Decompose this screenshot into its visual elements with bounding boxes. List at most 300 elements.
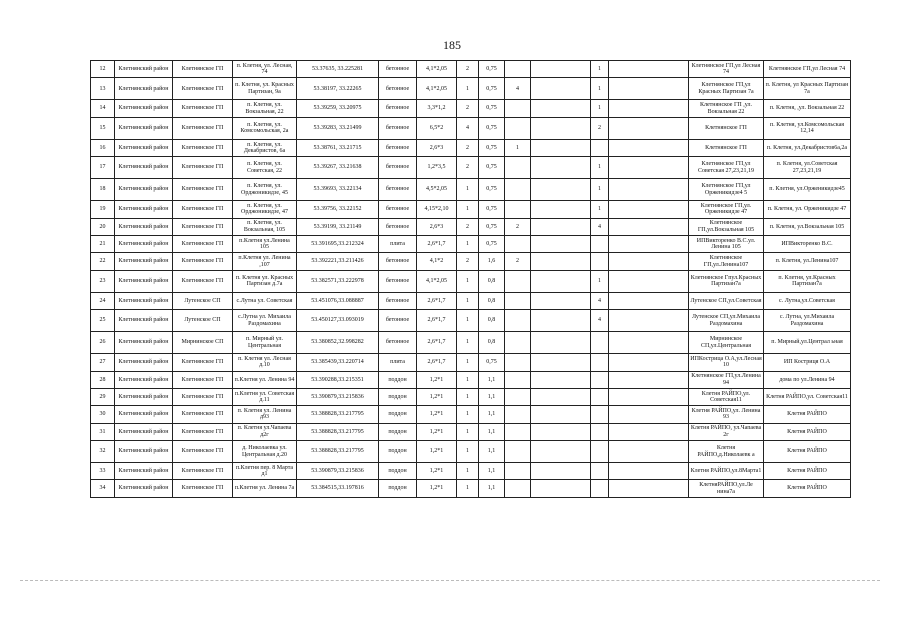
cell-owner: Клетнянское ГП xyxy=(173,441,233,463)
cell-area-size: 2,6*1,7 xyxy=(417,332,457,354)
cell-container-count: 1 xyxy=(457,292,479,309)
cell-surface-type: бетонное xyxy=(379,253,417,270)
cell-surface-type: поддон xyxy=(379,423,417,440)
cell-coordinates: 53.388828,33.217795 xyxy=(297,441,379,463)
cell-area-size: 6,5*2 xyxy=(417,117,457,139)
cell-container-count: 1 xyxy=(457,78,479,100)
cell-container-count: 1 xyxy=(457,480,479,497)
cell-row-number: 32 xyxy=(91,441,115,463)
cell-planned-count xyxy=(505,61,531,78)
cell-district: Клетнянский район xyxy=(115,423,173,440)
cell-empty xyxy=(609,61,689,78)
cell-row-number: 21 xyxy=(91,235,115,252)
cell-coordinates: 53.388828,33.217795 xyxy=(297,423,379,440)
cell-surface-type: поддон xyxy=(379,388,417,405)
cell-planned-count: 2 xyxy=(505,253,531,270)
cell-coordinates: 53.390879,33.215836 xyxy=(297,388,379,405)
cell-bin-count: 4 xyxy=(591,292,609,309)
cell-waste-generator: Лутенское СП,ул.Михаила Раздомахина xyxy=(689,310,764,332)
cell-bin-count xyxy=(591,354,609,371)
cell-empty xyxy=(609,371,689,388)
cell-container-volume: 0,8 xyxy=(479,332,505,354)
cell-waste-generator: Лутенское СП,ул.Советская xyxy=(689,292,764,309)
cell-container-volume: 1,1 xyxy=(479,441,505,463)
table-row xyxy=(91,463,851,480)
cell-empty xyxy=(609,406,689,423)
cell-empty xyxy=(609,423,689,440)
cell-container-volume: 0,75 xyxy=(479,201,505,218)
cell-address: п.Клетня ул. Ленина 7а xyxy=(233,480,297,497)
table-row xyxy=(91,270,851,292)
cell-coordinates: 53.39267, 33.21638 xyxy=(297,157,379,179)
cell-coordinates: 53.390879,33.215836 xyxy=(297,463,379,480)
cell-container-count: 1 xyxy=(457,463,479,480)
cell-area-size: 4,1*2,05 xyxy=(417,270,457,292)
cell-coordinates: 53.392221,33.211426 xyxy=(297,253,379,270)
table-row xyxy=(91,310,851,332)
cell-district: Клетнянский район xyxy=(115,78,173,100)
cell-district: Клетнянский район xyxy=(115,441,173,463)
cell-empty xyxy=(609,463,689,480)
cell-empty xyxy=(531,441,591,463)
cell-owner: Клетнянское ГП xyxy=(173,157,233,179)
cell-row-number: 24 xyxy=(91,292,115,309)
cell-waste-generator: Клетня РАЙПО,ул.8Марта1 xyxy=(689,463,764,480)
cell-address: п.Клетня ул. Ленина 94 xyxy=(233,371,297,388)
cell-address: п.Клетня ул. Ленина ,107 xyxy=(233,253,297,270)
cell-row-number: 25 xyxy=(91,310,115,332)
cell-planned-count xyxy=(505,179,531,201)
cell-coordinates: 53.39756, 33.22152 xyxy=(297,201,379,218)
cell-address: п.Клетня ул.Ленина 105 xyxy=(233,235,297,252)
cell-owner: Клетнянское ГП xyxy=(173,61,233,78)
cell-planned-count xyxy=(505,117,531,139)
cell-surface-type: бетонное xyxy=(379,78,417,100)
cell-planned-count xyxy=(505,332,531,354)
cell-area-size: 1,2*1 xyxy=(417,480,457,497)
cell-row-number: 29 xyxy=(91,388,115,405)
cell-container-count: 1 xyxy=(457,332,479,354)
cell-district: Клетнянский район xyxy=(115,463,173,480)
cell-container-volume: 0,75 xyxy=(479,235,505,252)
cell-container-volume: 0,75 xyxy=(479,78,505,100)
cell-coordinates: 53.451076,33.088887 xyxy=(297,292,379,309)
cell-source-objects: п. Клетня, ул.Советская 27,23,21,19 xyxy=(764,157,851,179)
cell-source-objects: с. Лутна, ул.Михаила Раздомахина xyxy=(764,310,851,332)
cell-area-size: 2,6*1,7 xyxy=(417,310,457,332)
cell-district: Клетнянский район xyxy=(115,157,173,179)
cell-bin-count: 1 xyxy=(591,157,609,179)
cell-address: п. Клетня ул.Чапаева д2г xyxy=(233,423,297,440)
cell-waste-generator: Клетнянское ГП xyxy=(689,139,764,156)
cell-surface-type: поддон xyxy=(379,463,417,480)
cell-district: Клетнянский район xyxy=(115,480,173,497)
cell-source-objects: Клетня РАЙПО xyxy=(764,406,851,423)
cell-waste-generator: Клетнянское ГП,ул Орженикидзе4 5 xyxy=(689,179,764,201)
cell-owner: Клетнянское ГП xyxy=(173,371,233,388)
cell-bin-count: 1 xyxy=(591,100,609,117)
cell-row-number: 33 xyxy=(91,463,115,480)
cell-container-volume: 0,75 xyxy=(479,218,505,235)
scan-edge-line xyxy=(20,580,880,581)
cell-source-objects: п. Мирный,ул.Централ ьная xyxy=(764,332,851,354)
cell-empty xyxy=(609,441,689,463)
cell-empty xyxy=(609,310,689,332)
cell-planned-count xyxy=(505,354,531,371)
table-row xyxy=(91,117,851,139)
cell-source-objects: п. Клетня, ул Красных Партизан 7а xyxy=(764,78,851,100)
cell-area-size: 4,1*2,05 xyxy=(417,61,457,78)
cell-waste-generator: Клетнянское ГП ,ул. Вокзальная 22 xyxy=(689,100,764,117)
cell-source-objects: п. Клетня, ,ул. Вокзальная 22 xyxy=(764,100,851,117)
table-row xyxy=(91,139,851,156)
cell-owner: Клетнянское ГП xyxy=(173,78,233,100)
cell-surface-type: плита xyxy=(379,235,417,252)
cell-coordinates: 53.39693, 33.22134 xyxy=(297,179,379,201)
cell-container-volume: 0,8 xyxy=(479,292,505,309)
cell-container-count: 1 xyxy=(457,423,479,440)
cell-container-volume: 1,1 xyxy=(479,371,505,388)
cell-row-number: 12 xyxy=(91,61,115,78)
cell-row-number: 18 xyxy=(91,179,115,201)
cell-area-size: 1,2*1 xyxy=(417,463,457,480)
table-row xyxy=(91,423,851,440)
table-row xyxy=(91,100,851,117)
cell-address: п.Клетня пер. 8 Марта д1 xyxy=(233,463,297,480)
cell-district: Клетнянский район xyxy=(115,61,173,78)
cell-coordinates: 53.38197, 33.22265 xyxy=(297,78,379,100)
waste-sites-table xyxy=(90,60,851,498)
cell-container-volume: 0,75 xyxy=(479,354,505,371)
cell-surface-type: бетонное xyxy=(379,332,417,354)
cell-container-volume: 0,75 xyxy=(479,139,505,156)
cell-row-number: 22 xyxy=(91,253,115,270)
cell-surface-type: бетонное xyxy=(379,117,417,139)
cell-owner: Клетнянское ГП xyxy=(173,201,233,218)
cell-bin-count: 4 xyxy=(591,310,609,332)
cell-container-volume: 1,6 xyxy=(479,253,505,270)
cell-planned-count xyxy=(505,480,531,497)
cell-source-objects: п. Клетня, ул.Орженикидзе45 xyxy=(764,179,851,201)
cell-row-number: 28 xyxy=(91,371,115,388)
cell-source-objects: Клетня РАЙПО xyxy=(764,480,851,497)
cell-empty xyxy=(609,117,689,139)
cell-source-objects: Клетнянское ГП,ул Лесная 74 xyxy=(764,61,851,78)
cell-area-size: 4,5*2,05 xyxy=(417,179,457,201)
table-row xyxy=(91,157,851,179)
cell-area-size: 4,1*2 xyxy=(417,253,457,270)
cell-empty xyxy=(609,201,689,218)
cell-container-volume: 1,1 xyxy=(479,388,505,405)
cell-container-count: 2 xyxy=(457,61,479,78)
cell-empty xyxy=(531,218,591,235)
cell-surface-type: бетонное xyxy=(379,139,417,156)
cell-owner: Клетнянское ГП xyxy=(173,179,233,201)
cell-surface-type: бетонное xyxy=(379,310,417,332)
cell-empty xyxy=(609,235,689,252)
cell-bin-count xyxy=(591,406,609,423)
cell-area-size: 2,6*1,7 xyxy=(417,354,457,371)
cell-coordinates: 53.450127,33.093019 xyxy=(297,310,379,332)
cell-owner: Клетнянское ГП xyxy=(173,253,233,270)
cell-area-size: 2,6*1,7 xyxy=(417,292,457,309)
cell-container-count: 1 xyxy=(457,270,479,292)
cell-source-objects: п. Клетня, ул.Вокзальная 105 xyxy=(764,218,851,235)
cell-container-count: 1 xyxy=(457,388,479,405)
cell-owner: Клетнянское ГП xyxy=(173,218,233,235)
cell-bin-count xyxy=(591,253,609,270)
cell-address: п. Клетня, ул. Орджоникидзе, 45 xyxy=(233,179,297,201)
cell-empty xyxy=(531,117,591,139)
cell-owner: Клетнянское ГП xyxy=(173,354,233,371)
cell-row-number: 20 xyxy=(91,218,115,235)
cell-empty xyxy=(531,480,591,497)
cell-bin-count: 1 xyxy=(591,78,609,100)
cell-empty xyxy=(609,179,689,201)
cell-bin-count xyxy=(591,332,609,354)
cell-owner: Клетнянское ГП xyxy=(173,139,233,156)
cell-address: п. Клетня, ул. Орджоникидзе, 47 xyxy=(233,201,297,218)
cell-area-size: 2,6*3 xyxy=(417,218,457,235)
cell-waste-generator: Клетня РАЙПО,ул. Ленина 93 xyxy=(689,406,764,423)
cell-empty xyxy=(609,388,689,405)
cell-planned-count xyxy=(505,423,531,440)
cell-container-count: 1 xyxy=(457,201,479,218)
cell-empty xyxy=(609,218,689,235)
cell-district: Клетнянский район xyxy=(115,218,173,235)
cell-source-objects: п. Клетня, ул.Комсомольская 12,14 xyxy=(764,117,851,139)
cell-owner: Лутенское СП xyxy=(173,292,233,309)
cell-district: Клетнянский район xyxy=(115,406,173,423)
cell-empty xyxy=(531,253,591,270)
cell-owner: Клетнянское ГП xyxy=(173,235,233,252)
cell-surface-type: бетонное xyxy=(379,201,417,218)
table-row xyxy=(91,179,851,201)
cell-empty xyxy=(609,253,689,270)
cell-address: п. Клетня, ул. Лесная, 74 xyxy=(233,61,297,78)
cell-district: Клетнянский район xyxy=(115,100,173,117)
table-row xyxy=(91,406,851,423)
cell-owner: Клетнянское ГП xyxy=(173,406,233,423)
cell-row-number: 30 xyxy=(91,406,115,423)
cell-planned-count: 4 xyxy=(505,78,531,100)
cell-planned-count xyxy=(505,310,531,332)
cell-source-objects: п. Клетня, ул. Орженикидзе 47 xyxy=(764,201,851,218)
cell-container-volume: 1,1 xyxy=(479,406,505,423)
cell-planned-count xyxy=(505,463,531,480)
cell-empty xyxy=(531,388,591,405)
cell-area-size: 2,6*1,7 xyxy=(417,235,457,252)
cell-address: п. Клетня ул. Ленина д93 xyxy=(233,406,297,423)
cell-bin-count xyxy=(591,235,609,252)
cell-owner: Клетнянское ГП xyxy=(173,100,233,117)
cell-district: Клетнянский район xyxy=(115,388,173,405)
cell-source-objects: с. Лутна,ул.Советская xyxy=(764,292,851,309)
cell-planned-count xyxy=(505,388,531,405)
cell-surface-type: поддон xyxy=(379,480,417,497)
cell-address: п.Клетня ул. Советская д.11 xyxy=(233,388,297,405)
cell-waste-generator: Мирнинское СП,ул.Центральная xyxy=(689,332,764,354)
cell-container-volume: 0,75 xyxy=(479,117,505,139)
table-row xyxy=(91,253,851,270)
cell-district: Клетнянский район xyxy=(115,179,173,201)
cell-surface-type: бетонное xyxy=(379,292,417,309)
cell-bin-count xyxy=(591,139,609,156)
cell-container-count: 2 xyxy=(457,157,479,179)
cell-source-objects: Клетня РАЙПО xyxy=(764,441,851,463)
cell-bin-count: 1 xyxy=(591,61,609,78)
cell-empty xyxy=(531,179,591,201)
cell-container-volume: 0,75 xyxy=(479,61,505,78)
table-row xyxy=(91,78,851,100)
cell-planned-count xyxy=(505,441,531,463)
table-row xyxy=(91,235,851,252)
cell-address: п. Клетня, ул. Красных Партизан, 9а xyxy=(233,78,297,100)
cell-coordinates: 53.37635, 33.225281 xyxy=(297,61,379,78)
cell-owner: Клетнянское ГП xyxy=(173,463,233,480)
cell-empty xyxy=(531,332,591,354)
cell-waste-generator: Клетнянское Гпул.Красных Партизан7а xyxy=(689,270,764,292)
cell-district: Клетнянский район xyxy=(115,270,173,292)
cell-source-objects: дома по ул.Ленина 94 xyxy=(764,371,851,388)
cell-district: Клетнянский район xyxy=(115,117,173,139)
cell-area-size: 1,2*1 xyxy=(417,423,457,440)
cell-source-objects: п. Клетня, ул.Декабристов6а,2а xyxy=(764,139,851,156)
cell-surface-type: бетонное xyxy=(379,179,417,201)
cell-container-count: 1 xyxy=(457,310,479,332)
cell-area-size: 3,3*1,2 xyxy=(417,100,457,117)
cell-address: с.Лутна ул. Михаила Раздомахина xyxy=(233,310,297,332)
cell-waste-generator: Клетнянское ГП,ул Лесная 74 xyxy=(689,61,764,78)
cell-waste-generator: Клетнянское ГП,ул.Ленина 94 xyxy=(689,371,764,388)
cell-container-count: 1 xyxy=(457,406,479,423)
cell-empty xyxy=(531,78,591,100)
cell-empty xyxy=(531,270,591,292)
table-row xyxy=(91,354,851,371)
cell-waste-generator: Клетнянское ГП,ул Красных Партизан 7а xyxy=(689,78,764,100)
cell-address: д. Николаевка ул. Центральная д.20 xyxy=(233,441,297,463)
cell-waste-generator: Клетня РАЙПО,д.Николаевк а xyxy=(689,441,764,463)
cell-address: п. Клетня, ул. Вокзальная, 22 xyxy=(233,100,297,117)
cell-row-number: 27 xyxy=(91,354,115,371)
cell-container-count: 4 xyxy=(457,117,479,139)
cell-waste-generator: Клетнянское ГП,ул.Ленина107 xyxy=(689,253,764,270)
cell-source-objects: п. Клетня, ул.Ленина107 xyxy=(764,253,851,270)
cell-planned-count xyxy=(505,270,531,292)
cell-container-volume: 0,75 xyxy=(479,179,505,201)
cell-coordinates: 53.39199, 33.21149 xyxy=(297,218,379,235)
cell-empty xyxy=(531,292,591,309)
cell-surface-type: бетонное xyxy=(379,61,417,78)
cell-container-count: 1 xyxy=(457,179,479,201)
cell-empty xyxy=(609,157,689,179)
cell-coordinates: 53.388828,33.217795 xyxy=(297,406,379,423)
cell-bin-count xyxy=(591,371,609,388)
cell-empty xyxy=(531,406,591,423)
cell-row-number: 13 xyxy=(91,78,115,100)
cell-waste-generator: Клетня РАЙПО,ул. Советская11 xyxy=(689,388,764,405)
cell-source-objects: Клетня РАЙПО xyxy=(764,423,851,440)
cell-bin-count xyxy=(591,441,609,463)
cell-surface-type: поддон xyxy=(379,371,417,388)
cell-empty xyxy=(531,310,591,332)
cell-row-number: 15 xyxy=(91,117,115,139)
cell-container-volume: 0,75 xyxy=(479,157,505,179)
cell-container-count: 1 xyxy=(457,235,479,252)
cell-waste-generator: Клетнянское ГП,ул.Вокзальная 105 xyxy=(689,218,764,235)
cell-empty xyxy=(609,270,689,292)
cell-district: Клетнянский район xyxy=(115,371,173,388)
cell-district: Клетнянский район xyxy=(115,139,173,156)
cell-empty xyxy=(609,480,689,497)
cell-planned-count xyxy=(505,406,531,423)
cell-coordinates: 53.38761, 33.21715 xyxy=(297,139,379,156)
cell-waste-generator: ИПВикторенко В.С.ул. Ленина 105 xyxy=(689,235,764,252)
cell-row-number: 23 xyxy=(91,270,115,292)
cell-container-volume: 1,1 xyxy=(479,480,505,497)
cell-row-number: 17 xyxy=(91,157,115,179)
cell-source-objects: ИПВикторенко В.С. xyxy=(764,235,851,252)
cell-coordinates: 53.39283, 33.21499 xyxy=(297,117,379,139)
cell-surface-type: бетонное xyxy=(379,157,417,179)
cell-district: Клетнянский район xyxy=(115,235,173,252)
cell-surface-type: поддон xyxy=(379,406,417,423)
cell-empty xyxy=(609,354,689,371)
cell-source-objects: Клетня РАЙПО xyxy=(764,463,851,480)
cell-empty xyxy=(531,157,591,179)
cell-source-objects: п. Клетня, ул.Красных Партизан7а xyxy=(764,270,851,292)
cell-row-number: 16 xyxy=(91,139,115,156)
cell-surface-type: плита xyxy=(379,354,417,371)
cell-row-number: 19 xyxy=(91,201,115,218)
cell-owner: Клетнянское ГП xyxy=(173,388,233,405)
cell-address: п. Клетня, ул. Комсомольская, 2а xyxy=(233,117,297,139)
cell-container-count: 2 xyxy=(457,218,479,235)
cell-row-number: 34 xyxy=(91,480,115,497)
cell-district: Клетнянский район xyxy=(115,354,173,371)
cell-bin-count: 4 xyxy=(591,218,609,235)
cell-bin-count: 1 xyxy=(591,201,609,218)
cell-planned-count xyxy=(505,371,531,388)
cell-row-number: 26 xyxy=(91,332,115,354)
cell-empty xyxy=(531,235,591,252)
cell-owner: Клетнянское ГП xyxy=(173,480,233,497)
cell-coordinates: 53.384515,33.197816 xyxy=(297,480,379,497)
cell-container-count: 2 xyxy=(457,139,479,156)
cell-surface-type: бетонное xyxy=(379,270,417,292)
cell-planned-count xyxy=(505,100,531,117)
cell-coordinates: 53.380852,32.998282 xyxy=(297,332,379,354)
table-row xyxy=(91,201,851,218)
cell-area-size: 1,2*1 xyxy=(417,441,457,463)
cell-district: Клетнянский район xyxy=(115,253,173,270)
cell-waste-generator: Клетнянское ГП,ул. Орженикидзе 47 xyxy=(689,201,764,218)
cell-empty xyxy=(531,423,591,440)
cell-district: Клетнянский район xyxy=(115,332,173,354)
cell-container-count: 2 xyxy=(457,100,479,117)
cell-surface-type: бетонное xyxy=(379,100,417,117)
cell-planned-count: 1 xyxy=(505,139,531,156)
cell-address: п. Клетня, ул. Советская, 22 xyxy=(233,157,297,179)
cell-container-count: 1 xyxy=(457,371,479,388)
cell-coordinates: 53.391695,33.212324 xyxy=(297,235,379,252)
cell-waste-generator: Клетнянское ГП xyxy=(689,117,764,139)
table-row xyxy=(91,332,851,354)
cell-coordinates: 53.390288,33.215351 xyxy=(297,371,379,388)
cell-address: п. Мирный ул. Центральная xyxy=(233,332,297,354)
cell-empty xyxy=(531,463,591,480)
cell-area-size: 2,6*3 xyxy=(417,139,457,156)
